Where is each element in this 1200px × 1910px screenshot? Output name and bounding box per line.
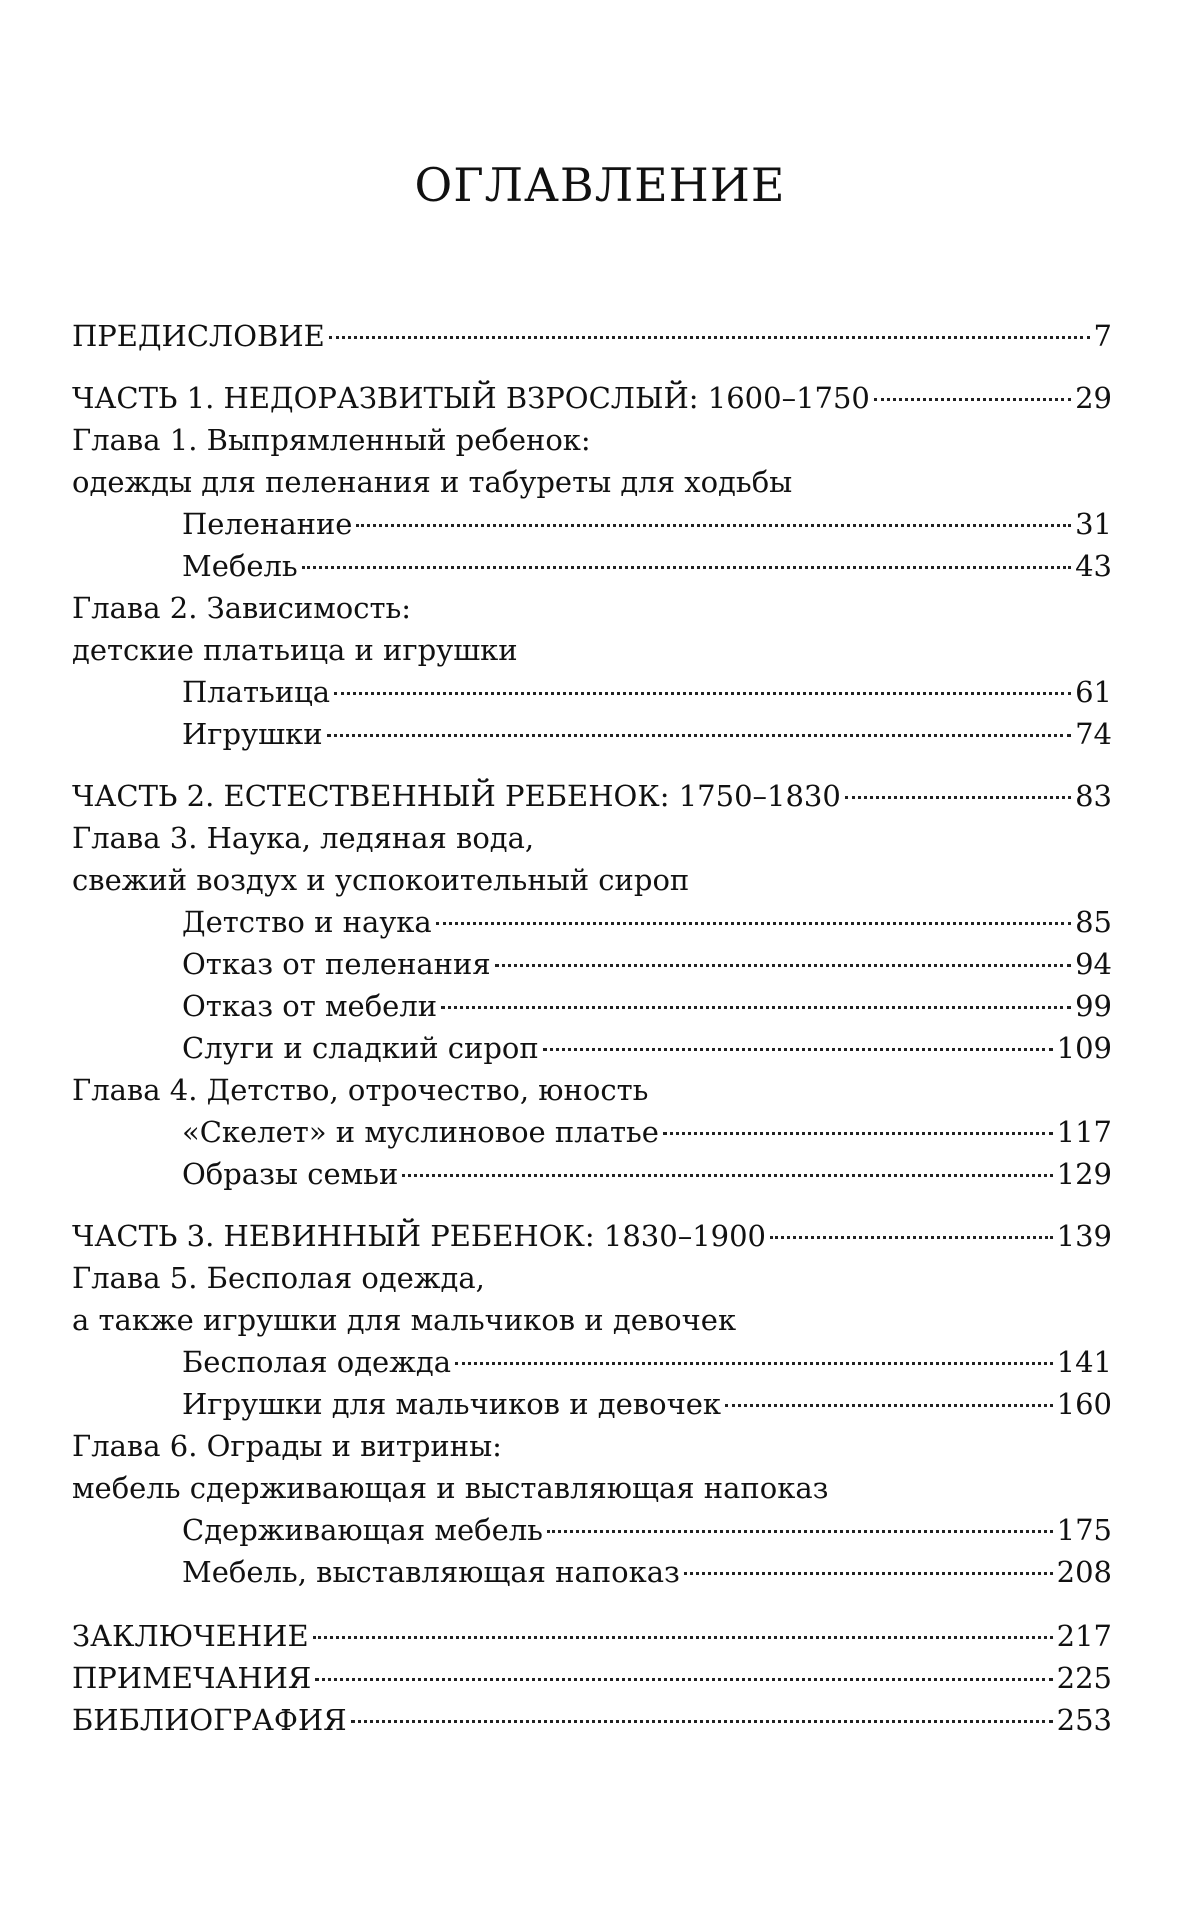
toc-entry-page: 208 [1056,1555,1112,1589]
dot-leader [725,1404,1053,1407]
toc-entry-label: Детство и наука [182,905,432,939]
dot-leader [436,922,1071,925]
toc-entry[interactable] [72,901,1112,943]
toc-entry-page: 94 [1075,947,1112,981]
toc-entry-label: ПРИМЕЧАНИЯ [72,1661,312,1695]
toc-entry[interactable] [72,1111,1112,1153]
toc-entry-page: 129 [1056,1157,1112,1191]
toc-entry-page: 141 [1056,1345,1112,1379]
toc-entry-part2[interactable] [72,775,1112,817]
toc-entry[interactable] [72,1551,1112,1593]
dot-leader [495,964,1071,967]
dot-leader [302,566,1071,569]
toc-entry[interactable] [72,1509,1112,1551]
chapter-subtitle: детские платьица и игрушки [72,633,518,667]
toc-entry[interactable] [72,1027,1112,1069]
toc-entry-page: 31 [1075,507,1112,541]
toc-entry-label: БИБЛИОГРАФИЯ [72,1703,347,1737]
toc-entry[interactable] [72,985,1112,1027]
dot-leader [874,398,1071,401]
toc-entry-page: 85 [1075,905,1112,939]
toc-entry-page: 29 [1075,381,1112,415]
chapter-heading: Глава 6. Ограды и витрины: [72,1429,502,1463]
toc-entry-label: Бесполая одежда [182,1345,452,1379]
toc-entry[interactable] [72,943,1112,985]
toc-entry-label: ЧАСТЬ 3. НЕВИННЫЙ РЕБЕНОК: 1830–1900 [72,1219,767,1253]
toc-entry-page: 61 [1075,675,1112,709]
chapter-heading: Глава 3. Наука, ледяная вода, [72,821,535,855]
chapter-heading: Глава 1. Выпрямленный ребенок: [72,423,591,457]
toc-entry-page: 7 [1093,319,1112,353]
chapter-subtitle: одежды для пеленания и табуреты для ходьбы [72,465,793,499]
chapter-subtitle: а также игрушки для мальчиков и девочек [72,1303,737,1337]
toc-entry-part1[interactable] [72,377,1112,419]
toc-entry-page: 175 [1056,1513,1112,1547]
toc-entry-label: Сдерживающая мебель [182,1513,543,1547]
toc-entry-page: 43 [1075,549,1112,583]
toc-entry-label: Образы семьи [182,1157,399,1191]
toc-entry-label: Игрушки [182,717,323,751]
toc-entry-label: Отказ от пеленания [182,947,491,981]
dot-leader [351,1720,1053,1723]
toc-entry-label: ЧАСТЬ 1. НЕДОРАЗВИТЫЙ ВЗРОСЛЫЙ: 1600–1750 [72,381,870,415]
toc-entry[interactable] [72,1153,1112,1195]
dot-leader [441,1006,1071,1009]
dot-leader [543,1048,1053,1051]
chapter-subtitle: мебель сдерживающая и выставляющая напоказ [72,1471,829,1505]
toc-entry[interactable] [72,1341,1112,1383]
toc-entry-label: Отказ от мебели [182,989,438,1023]
dot-leader [455,1362,1053,1365]
toc-entry-page: 225 [1056,1661,1112,1695]
toc-entry[interactable] [72,671,1112,713]
toc-entry[interactable] [72,503,1112,545]
toc-entry-conclusion[interactable] [72,1615,1112,1657]
chapter-subtitle: свежий воздух и успокоительный сироп [72,863,690,897]
toc-entry-page: 139 [1056,1219,1112,1253]
dot-leader [327,734,1072,737]
toc-entry-label: Платьица [182,675,331,709]
toc-entry-preface[interactable] [72,315,1112,357]
toc-entry-page: 74 [1075,717,1112,751]
dot-leader [313,1636,1053,1639]
chapter-heading: Глава 5. Бесполая одежда, [72,1261,485,1295]
chapter-heading: Глава 2. Зависимость: [72,591,412,625]
toc-entry-page: 217 [1056,1619,1112,1653]
dot-leader [547,1530,1053,1533]
toc-entry-label: ЧАСТЬ 2. ЕСТЕСТВЕННЫЙ РЕБЕНОК: 1750–1830 [72,779,841,813]
toc-entry-notes[interactable] [72,1657,1112,1699]
toc-entry-page: 109 [1056,1031,1112,1065]
toc-entry-label: Пеленание [182,507,353,541]
toc-entry-page: 99 [1075,989,1112,1023]
dot-leader [315,1678,1052,1681]
table-of-contents [72,315,1112,1741]
dot-leader [402,1174,1052,1177]
dot-leader [770,1236,1053,1239]
toc-entry[interactable] [72,545,1112,587]
toc-entry-page: 253 [1056,1703,1112,1737]
toc-entry-page: 83 [1075,779,1112,813]
dot-leader [329,336,1090,339]
toc-entry-bibliography[interactable] [72,1699,1112,1741]
toc-entry-label: Слуги и сладкий сироп [182,1031,539,1065]
toc-entry-label: Игрушки для мальчиков и девочек [182,1387,722,1421]
dot-leader [334,692,1071,695]
dot-leader [663,1132,1053,1135]
toc-entry[interactable] [72,713,1112,755]
dot-leader [845,796,1071,799]
toc-entry-label: ЗАКЛЮЧЕНИЕ [72,1619,309,1653]
toc-entry-label: Мебель, выставляющая напоказ [182,1555,680,1589]
toc-entry-page: 117 [1056,1115,1112,1149]
toc-entry-page: 160 [1056,1387,1112,1421]
chapter-heading: Глава 4. Детство, отрочество, юность [72,1073,649,1107]
toc-entry-label: «Скелет» и муслиновое платье [182,1115,659,1149]
toc-entry-part3[interactable] [72,1215,1112,1257]
toc-entry[interactable] [72,1383,1112,1425]
dot-leader [356,524,1071,527]
toc-entry-label: Мебель [182,549,298,583]
dot-leader [684,1572,1053,1575]
toc-entry-label: ПРЕДИСЛОВИЕ [72,319,325,353]
page-title: ОГЛАВЛЕНИЕ [414,158,786,212]
